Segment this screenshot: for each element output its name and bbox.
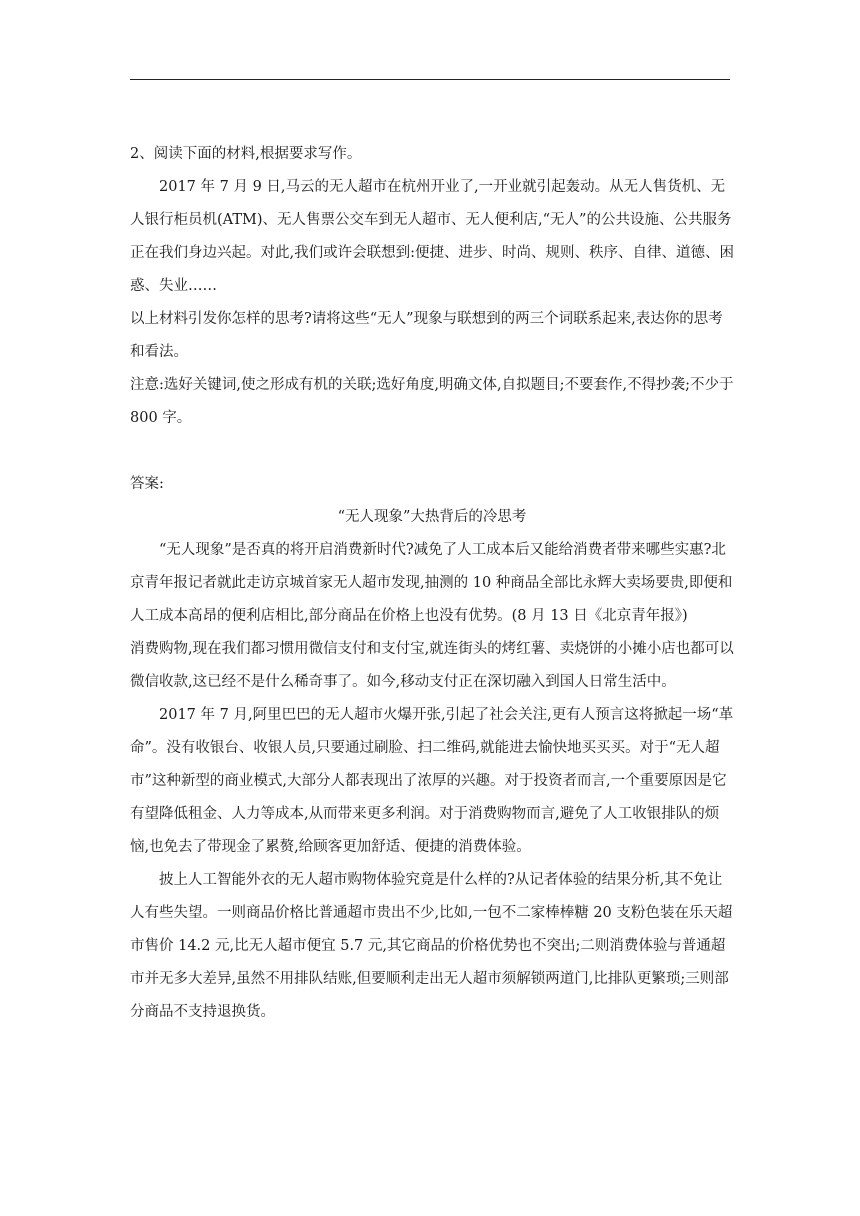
document-body [130,138,734,1029]
header-rule [130,79,730,80]
question-material: 2017 年 7 月 9 日,马云的无人超市在杭州开业了,一开业就引起轰动。从无人售货机、无人银行柜员机(ATM)、无人售票公交车到无人超市、无人便利店,“无人”的公共设施、公共服务正在我们身边兴起。对此,我们或许会联想到:便捷、进步、时尚、规则、秩序、自律、道德、困惑、失业…… [130,179,734,294]
question-task: 以上材料引发你怎样的思考?请将这些“无人”现象与联想到的两三个词联系起来,表达你的思考和看法。 [130,311,723,360]
essay-paragraph: 披上人工智能外衣的无人超市购物体验究竟是什么样的?从记者体验的结果分析,其不免让人有些失望。一则商品价格比普通超市贵出不少,比如,一包不二家棒棒糖 20 支粉色装在乐天超市售价 14.2 元,比无人超市便宜 5.7 元,其它商品的价格优势也不突出;二则消费体验与普通超市并无多大差异,虽然不用排队结账,但要顺利走出无人超市须解锁两道门,比排队更繁琐;三则部分商品不支持退换货。 [130,872,733,1020]
question-prompt: 2、阅读下面的材料,根据要求写作。 [130,146,362,162]
essay-paragraph: 2017 年 7 月,阿里巴巴的无人超市火爆开张,引起了社会关注,更有人预言这将掀起一场“革命”。没有收银台、收银人员,只要通过刷脸、扫二维码,就能进去愉快地买买买。对于“无人超市”这种新型的商业模式,大部分人都表现出了浓厚的兴趣。对于投资者而言,一个重要原因是它有望降低租金、人力等成本,从而带来更多利润。对于消费购物而言,避免了人工收银排队的烦恼,也免去了带现金了累赘,给顾客更加舒适、便捷的消费体验。 [130,707,734,855]
essay-paragraph: “无人现象”是否真的将开启消费新时代?减免了人工成本后又能给消费者带来哪些实惠?北京青年报记者就此走访京城首家无人超市发现,抽测的 10 种商品全部比永辉大卖场要贵,即便和人工成本高昂的便利店相比,部分商品在价格上也没有优势。(8 月 13 日《北京青年报》) [130,542,733,624]
essay-paragraph: 消费购物,现在我们都习惯用微信支付和支付宝,就连街头的烤红薯、卖烧饼的小摊小店也都可以微信收款,这已经不是什么稀奇事了。如今,移动支付正在深切融入到国人日常生活中。 [130,641,734,690]
essay-title: “无人现象”大热背后的冷思考 [337,509,527,525]
question-note: 注意:选好关键词,使之形成有机的关联;选好角度,明确文体,自拟题目;不要套作,不得抄袭;不少于 800 字。 [130,377,734,426]
answer-label: 答案: [130,476,164,492]
